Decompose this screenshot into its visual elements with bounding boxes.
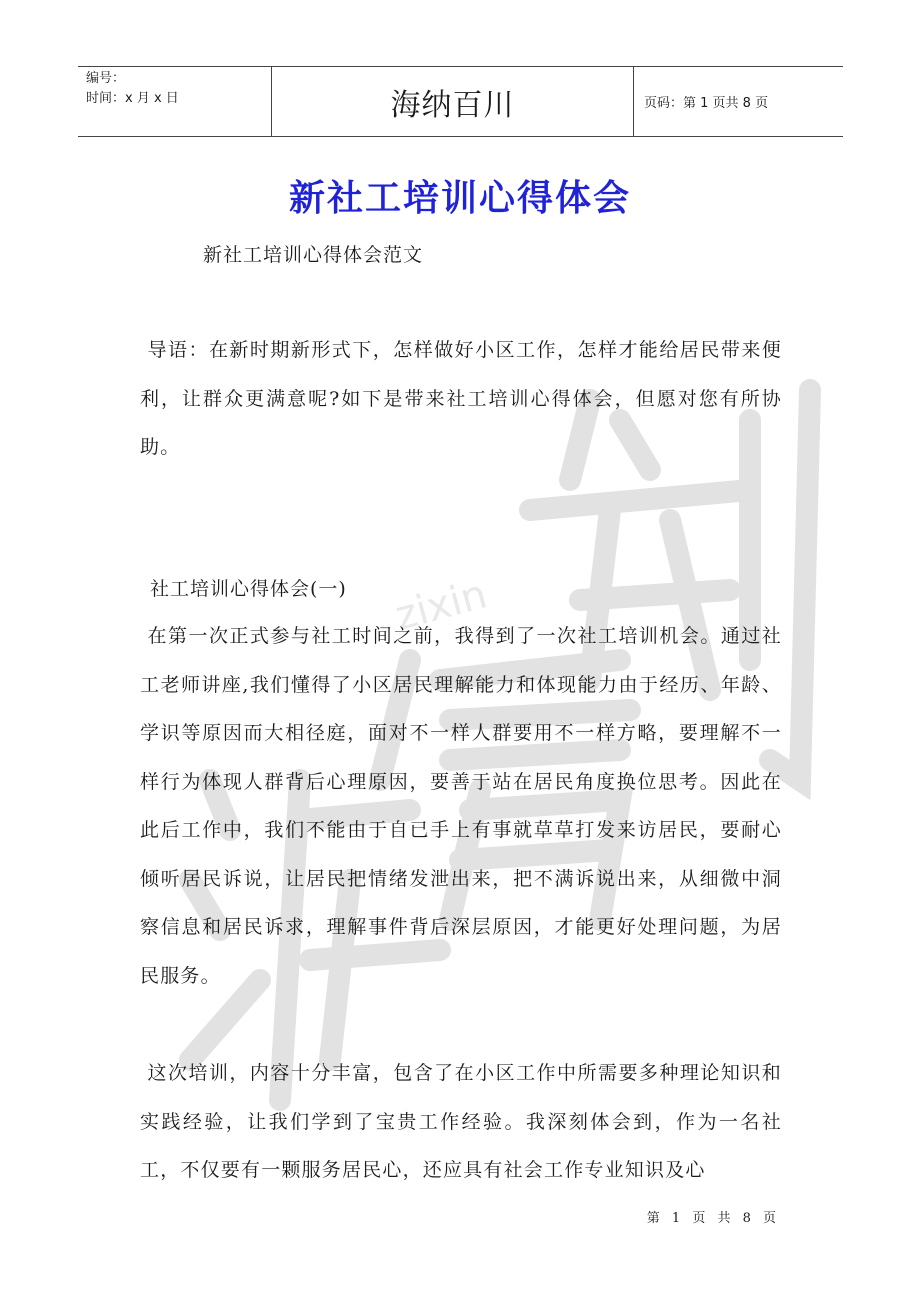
- intro-paragraph: 导语：在新时期新形式下，怎样做好小区工作，怎样才能给居民带来便利，让群众更满意呢?如下是带来社工培训心得体会，但愿对您有所协助。: [140, 339, 782, 458]
- document-subtitle: 新社工培训心得体会范文: [203, 244, 424, 266]
- page-footer: 第 1 页 共 8 页: [646, 1211, 780, 1226]
- brand-name: 海纳百川: [390, 87, 515, 123]
- header-brand-cell: [272, 67, 634, 136]
- section-heading: 社工培训心得体会(一): [150, 578, 347, 600]
- body-paragraph-2: 这次培训，内容十分丰富，包含了在小区工作中所需要多种理论知识和实践经验，让我们学到了宝贵工作经验。我深刻体会到，作为一名社工，不仅要有一颗服务居民心，还应具有社会工作专业知识及心: [140, 1062, 782, 1181]
- document-title: 新社工培训心得体会: [288, 177, 631, 219]
- watermark-text: zixin: [390, 571, 492, 640]
- body-paragraph-1: 在第一次正式参与社工时间之前，我得到了一次社工培训机会。通过社工老师讲座,我们懂得了小区居民理解能力和体现能力由于经历、年龄、学识等原因而大相径庭，面对不一样人群要用不一样方略，要理解不一样行为体现人群背后心理原因，要善于站在居民角度换位思考。因此在此后工作中，我们不能由于自已手上有事就草草打发来访居民，要耐心倾听居民诉说，让居民把情绪发泄出来，把不满诉说出来，从细微中洞察信息和居民诉求，理解事件背后深层原因，才能更好处理问题，为居民服务。: [140, 625, 782, 987]
- header-page-cell: [634, 67, 843, 136]
- header-meta-cell: [78, 67, 272, 136]
- time-label: 时间：x 月 x 日: [86, 91, 179, 106]
- header-table: [78, 66, 843, 137]
- page-info: 页码：第 1 页共 8 页: [644, 96, 769, 111]
- number-label: 编号：: [86, 71, 126, 86]
